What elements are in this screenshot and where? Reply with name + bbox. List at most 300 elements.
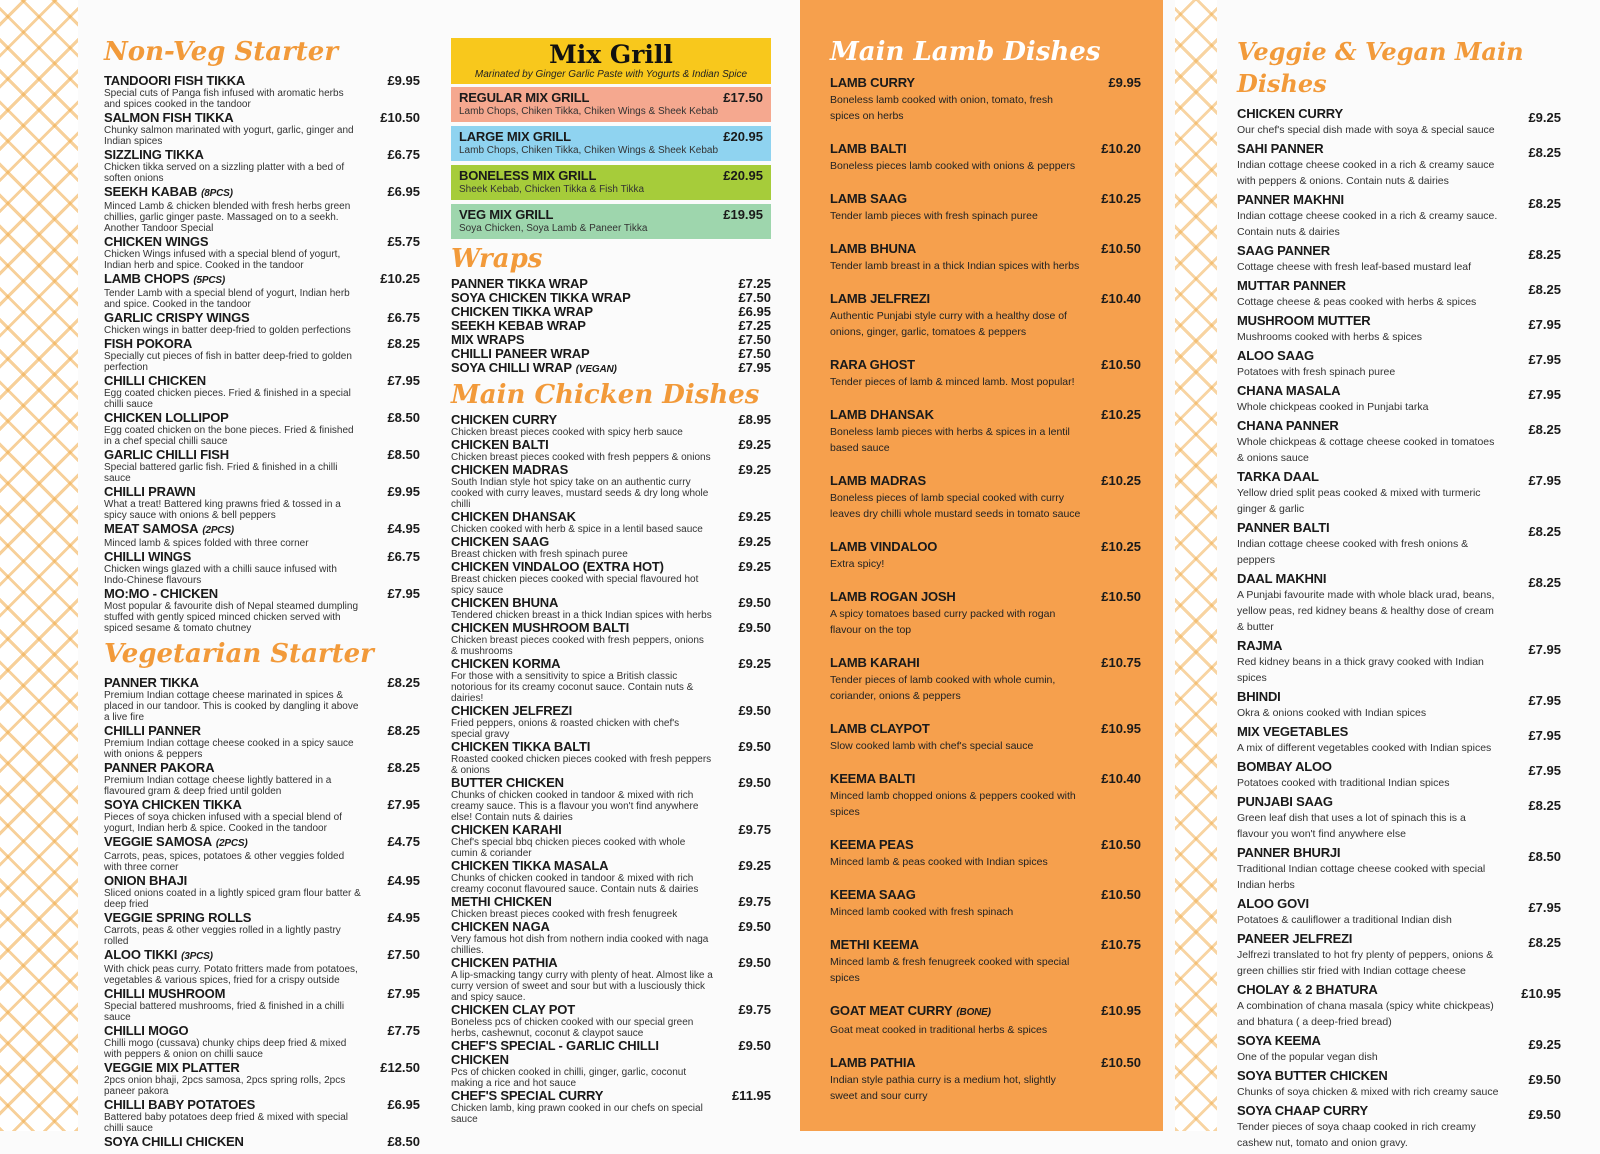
menu-item-description: Goat meat cooked in traditional herbs & spices (830, 1024, 1048, 1036)
menu-item-description: Chicken Wings infused with a special blend of yogurt, Indian herb and spice. Cooked in the tandoor (104, 249, 341, 271)
menu-item-price: £10.50 (1101, 1055, 1141, 1070)
menu-item-description: Tender Lamb with a special blend of yogurt, Indian herb and spice. Cooked in the tandoor (104, 288, 350, 310)
menu-item-name (104, 1024, 362, 1038)
menu-item-description: Tender lamb breast in a thick Indian spices with herbs (830, 260, 1080, 272)
menu-item-description: Yellow dried split peas cooked & mixed with turmeric ginger & garlic (1237, 487, 1481, 515)
menu-item-name (451, 291, 713, 305)
menu-item-name-text: METHI KEEMA (830, 937, 919, 952)
menu-item-name (830, 140, 1081, 157)
menu-item-name (104, 948, 362, 964)
menu-item-name-text: LAMB JELFREZI (830, 291, 930, 306)
menu-item-price: £4.95 (387, 521, 420, 536)
menu-item-price: £8.50 (1528, 849, 1561, 864)
column-main-lamb (800, 0, 1163, 1131)
menu-item (104, 798, 420, 834)
menu-item-name (104, 272, 362, 288)
menu-item (830, 588, 1141, 638)
menu-item-name (104, 835, 362, 851)
menu-item-name-text: CHICKEN TIKKA BALTI (451, 739, 591, 754)
menu-item-name (1237, 106, 1499, 122)
menu-item-name-text: CHICKEN VINDALOO (EXTRA HOT) (451, 559, 664, 574)
menu-item-description: Boneless pieces lamb cooked with onions & peppers (830, 160, 1076, 172)
menu-item (830, 290, 1141, 340)
menu-item-description: Chicken breast pieces cooked with spicy herb sauce (451, 427, 683, 438)
menu-item-name (104, 550, 362, 564)
menu-item-name-text: MUTTAR PANNER (1237, 278, 1346, 293)
menu-item-price: £7.95 (1528, 387, 1561, 402)
menu-item-description: Chicken tikka served on a sizzling platter with a bed of soften onions (104, 162, 345, 184)
menu-item-description: Chicken wings glazed with a chilli sauce infused with Indo-Chinese flavours (104, 564, 337, 586)
menu-item-description: Lamb Chops, Chiken Tikka, Chiken Wings & Sheek Kebab (459, 145, 719, 156)
menu-item-name-text: SOYA CHILLI WRAP (451, 360, 572, 375)
menu-item-description: Mushrooms cooked with herbs & spices (1237, 331, 1422, 343)
menu-item-description: What a treat! Battered king prawns fried & tossed in a spicy sauce with onions & bell peppers (104, 499, 341, 521)
menu-item-price: £9.75 (738, 1002, 771, 1017)
menu-item (830, 190, 1141, 224)
menu-item-name-text: SIZZLING TIKKA (104, 147, 204, 162)
main-chicken-list (451, 413, 771, 1125)
menu-item-tag: (5PCS) (193, 275, 225, 286)
menu-item-description: Cottage cheese & peas cooked with herbs & spices (1237, 296, 1477, 308)
menu-item-name-text: CHILLI PANNER (104, 723, 201, 738)
menu-item-price: £11.95 (731, 1088, 771, 1103)
menu-item-name-text: ALOO TIKKI (104, 947, 178, 962)
menu-item-name (451, 305, 713, 319)
menu-item-name (104, 874, 362, 888)
menu-item-name (830, 356, 1081, 373)
menu-item-price: £9.25 (738, 509, 771, 524)
menu-item-price: £8.95 (738, 412, 771, 427)
menu-item-name-text: BONELESS MIX GRILL (459, 168, 597, 183)
menu-item-name-text: SEEKH KEBAB WRAP (451, 318, 586, 333)
menu-item-price: £6.75 (387, 310, 420, 325)
menu-item-name-text: BUTTER CHICKEN (451, 775, 564, 790)
menu-item-name-text: SAHI PANNER (1237, 141, 1324, 156)
menu-item-name-text: PANNER MAKHNI (1237, 192, 1344, 207)
menu-item-name-text: CHICKEN LOLLIPOP (104, 410, 229, 425)
main-lamb-list (830, 74, 1141, 1104)
menu-item-name (1237, 383, 1499, 399)
menu-item (1237, 141, 1561, 189)
menu-item-description: Chicken breast pieces cooked with fresh peppers, onions & mushrooms (451, 635, 704, 657)
menu-item-name-text: DAAL MAKHNI (1237, 571, 1327, 586)
menu-item-name-text: SOYA CHICKEN TIKKA WRAP (451, 290, 631, 305)
menu-item-description: Boneless lamb pieces with herbs & spices in a lentil based sauce (830, 426, 1070, 454)
menu-item (451, 291, 771, 305)
menu-item-description: Minced lamb & fresh fenugreek cooked with special spices (830, 956, 1070, 984)
menu-item-name (104, 311, 362, 325)
menu-item-name (1237, 520, 1499, 536)
menu-item-description: A Punjabi favourite made with whole black urad, beans, yellow peas, red kidney beans & healthy dose of cream & butter (1237, 589, 1495, 633)
menu-item-price: £8.50 (387, 410, 420, 425)
menu-item-name-text: PANNER TIKKA WRAP (451, 276, 588, 291)
menu-item-name-text: LAMB KARAHI (830, 655, 920, 670)
menu-item-price: £10.50 (1101, 589, 1141, 604)
menu-item (451, 895, 771, 920)
menu-item-price: £6.75 (387, 549, 420, 564)
menu-item-price: £10.25 (1101, 407, 1141, 422)
menu-item (1237, 348, 1561, 380)
menu-item-description: Okra & onions cooked with Indian spices (1237, 707, 1427, 719)
menu-item-price: £7.50 (738, 290, 771, 305)
menu-item (1237, 192, 1561, 240)
menu-item-price: £7.95 (387, 986, 420, 1001)
menu-item (1237, 638, 1561, 686)
menu-item-name (451, 560, 713, 574)
menu-item-description: Chicken lamb, king prawn cooked in our chefs on special sauce (451, 1103, 703, 1125)
menu-item-name-text: LAMB BALTI (830, 141, 907, 156)
menu-item-price: £10.40 (1101, 771, 1141, 786)
menu-item-name (451, 438, 713, 452)
menu-item-name-text: LARGE MIX GRILL (459, 129, 571, 144)
menu-item-description: Green leaf dish that uses a lot of spinach this is a flavour you won't find anywhere else (1237, 812, 1466, 840)
menu-item-description: Whole chickpeas cooked in Punjabi tarka (1237, 401, 1429, 413)
menu-item (1237, 724, 1561, 756)
menu-item (830, 356, 1141, 390)
menu-item (1237, 243, 1561, 275)
menu-item-price: £7.25 (738, 276, 771, 291)
menu-item-name-text: CHANA MASALA (1237, 383, 1341, 398)
menu-item-description: Minced lamb & spices folded with three corner (104, 538, 309, 549)
menu-item-description: Chicken breast pieces cooked with fresh fenugreek (451, 909, 678, 920)
menu-item-price: £8.25 (1528, 247, 1561, 262)
menu-item-name (104, 761, 362, 775)
menu-item-name (451, 895, 713, 909)
menu-item-description: Tender pieces of lamb cooked with whole cumin, coriander, onions & peppers (830, 674, 1056, 702)
menu-item-name-text: CHILLI MUSHROOM (104, 986, 226, 1001)
menu-item (104, 311, 420, 336)
menu-item-description: Our chef's special dish made with soya & special sauce (1237, 124, 1495, 136)
menu-item-name (830, 406, 1081, 423)
menu-item-description: A mix of different vegetables cooked with Indian spices (1237, 742, 1492, 754)
menu-item-description: Potatoes & cauliflower a traditional Indian dish (1237, 914, 1452, 926)
menu-item-description: A lip-smacking tangy curry with plenty of heat. Almost like a curry version of sweet and sour but with a lusciously thick and spicy sauce. (451, 970, 713, 1003)
menu-item-name (459, 207, 765, 223)
menu-item-description: Chef's special bbq chicken pieces cooked with whole cumin & coriander (451, 837, 686, 859)
menu-item-name-text: CHILLI PRAWN (104, 484, 196, 499)
menu-item-price: £20.95 (723, 129, 763, 144)
menu-item-description: Fried peppers, onions & roasted chicken with chef's special gravy (451, 718, 680, 740)
menu-item-price: £9.25 (738, 656, 771, 671)
menu-item-description: Indian cottage cheese cooked in a rich & creamy sauce with peppers & onions. Contain nuts & dairies (1237, 159, 1495, 187)
menu-item (830, 472, 1141, 522)
menu-item-description: Special cuts of Panga fish infused with aromatic herbs and spices cooked in the tandoor (104, 88, 344, 110)
menu-item-name (1237, 469, 1499, 485)
menu-item-name (830, 836, 1081, 853)
menu-item-name (1237, 931, 1499, 947)
menu-item-name-text: VEG MIX GRILL (459, 207, 554, 222)
menu-item-description: Minced lamb chopped onions & peppers cooked with spices (830, 790, 1076, 818)
menu-item (830, 836, 1141, 870)
menu-item-name (451, 413, 713, 427)
menu-item-price: £10.50 (1101, 837, 1141, 852)
menu-item-description: Roasted cooked chicken pieces cooked with fresh peppers & onions (451, 754, 712, 776)
menu-item-name-text: KEEMA BALTI (830, 771, 916, 786)
menu-item-description: Traditional Indian cottage cheese cooked with special Indian herbs (1237, 863, 1486, 891)
menu-item-description: Potatoes cooked with traditional Indian spices (1237, 777, 1450, 789)
menu-item-name (830, 538, 1081, 555)
menu-item-price: £8.25 (1528, 422, 1561, 437)
menu-item-name (104, 676, 362, 690)
menu-item-price: £4.95 (387, 910, 420, 925)
menu-item-name-text: ALOO SAAG (1237, 348, 1314, 363)
section-title-non-veg-starter: Non-Veg Starter (104, 37, 339, 67)
menu-item-price: £9.50 (738, 955, 771, 970)
menu-item-price: £9.95 (387, 484, 420, 499)
menu-item-description: Chicken wings in batter deep-fried to golden perfections (104, 325, 351, 336)
menu-item-name (104, 1135, 362, 1149)
menu-item-name-text: BOMBAY ALOO (1237, 759, 1332, 774)
menu-item-description: Indian cottage cheese cooked with fresh onions & peppers (1237, 538, 1469, 566)
menu-item (451, 596, 771, 621)
menu-item-name (1237, 896, 1499, 912)
menu-item (451, 361, 771, 377)
menu-item-name-text: MO:MO - CHICKEN (104, 586, 218, 601)
menu-item-name-text: MIX WRAPS (451, 332, 525, 347)
menu-item-tag: (3PCS) (181, 951, 213, 962)
menu-item-name-text: PUNJABI SAAG (1237, 794, 1333, 809)
menu-item-name-text: RARA GHOST (830, 357, 915, 372)
menu-item-name-text: KEEMA SAAG (830, 887, 916, 902)
menu-item-name-text: FISH POKORA (104, 336, 193, 351)
menu-item-name-text: PANNER PAKORA (104, 760, 215, 775)
menu-item-price: £7.95 (1528, 728, 1561, 743)
menu-item-name (1237, 192, 1499, 208)
menu-item (104, 761, 420, 797)
section-title-mix-grill: Mix Grill (549, 40, 673, 69)
menu-item (104, 587, 420, 634)
menu-item-description: Pcs of chicken cooked in chilli, ginger, garlic, coconut making a rice and hot sauce (451, 1067, 687, 1089)
menu-item-name-text: KEEMA PEAS (830, 837, 914, 852)
menu-item-price: £10.20 (1101, 141, 1141, 156)
menu-item-name-text: CHICKEN DHANSAK (451, 509, 576, 524)
menu-item-tag: (2PCS) (215, 838, 248, 849)
menu-item (104, 411, 420, 447)
menu-item (1237, 845, 1561, 893)
menu-item (1237, 689, 1561, 721)
menu-item-description: Chilli mogo (cussava) chunky chips deep fried & mixed with peppers & onion on chilli sauce (104, 1038, 347, 1060)
menu-item (104, 987, 420, 1023)
menu-item-name-text: MEAT SAMOSA (104, 521, 199, 536)
menu-item-name (104, 374, 362, 388)
menu-item-name-text: CHILLI WINGS (104, 549, 192, 564)
menu-item-price: £7.25 (738, 318, 771, 333)
menu-item-price: £9.75 (738, 894, 771, 909)
menu-item-tag: (BONE) (956, 1007, 991, 1018)
menu-item (830, 140, 1141, 174)
menu-item-description: Tendered chicken breast in a thick Indian spices with herbs (451, 610, 712, 621)
menu-item-price: £7.95 (1528, 900, 1561, 915)
menu-item-name-text: VEGGIE MIX PLATTER (104, 1060, 240, 1075)
menu-item-price: £10.50 (380, 110, 420, 125)
menu-item-name (104, 111, 362, 125)
column-grill-wraps-chicken (451, 38, 771, 1125)
menu-item (451, 126, 771, 161)
menu-item (1237, 931, 1561, 979)
menu-item-name-text: CHILLI PANEER WRAP (451, 346, 590, 361)
menu-item-description: Premium Indian cottage cheese cooked in a spicy sauce with onions & peppers (104, 738, 354, 760)
menu-item-price: £8.25 (1528, 524, 1561, 539)
menu-item-name-text: SOYA CHAAP CURRY (1237, 1103, 1368, 1118)
menu-item-name-text: VEGGIE SPRING ROLLS (104, 910, 252, 925)
menu-item (104, 74, 420, 110)
menu-item-name-text: CHICKEN NAGA (451, 919, 550, 934)
menu-item-description: Carrots, peas & other veggies rolled in a lightly pastry rolled (104, 925, 341, 947)
menu-item-price: £9.95 (1108, 75, 1141, 90)
menu-item-description: Slow cooked lamb with chef's special sauce (830, 740, 1034, 752)
menu-item-price: £9.50 (738, 739, 771, 754)
menu-item-name (104, 485, 362, 499)
menu-item-name (1237, 313, 1499, 329)
menu-item-price: £9.50 (1528, 1107, 1561, 1122)
menu-item (451, 165, 771, 200)
menu-item-name (104, 798, 362, 812)
menu-item-description: Tender pieces of lamb & minced lamb. Most popular! (830, 376, 1075, 388)
menu-item-description: Breast chicken with fresh spinach puree (451, 549, 628, 560)
mix-grill-list (451, 87, 771, 239)
menu-item-name (451, 776, 713, 790)
menu-item-name (1237, 348, 1499, 364)
menu-item-name (830, 770, 1081, 787)
menu-item-description: Premium Indian cottage cheese lightly battered in a flavoured gram & deep fried until golden (104, 775, 332, 797)
menu-item-description: Battered baby potatoes deep fried & mixed with special chilli sauce (104, 1112, 349, 1134)
menu-item (830, 936, 1141, 986)
menu-item-name (830, 720, 1081, 737)
menu-item-name-text: LAMB BHUNA (830, 241, 917, 256)
menu-item-price: £10.95 (1101, 1003, 1141, 1018)
menu-item-description: Boneless pcs of chicken cooked with our special green herbs, cashewnut, coconut & claypot sauce (451, 1017, 694, 1039)
menu-item-price: £6.95 (738, 304, 771, 319)
menu-item-name-text: CHOLAY & 2 BHATURA (1237, 982, 1378, 997)
menu-item (104, 185, 420, 234)
menu-item-price: £10.25 (1101, 191, 1141, 206)
menu-item-price: £8.25 (1528, 935, 1561, 950)
menu-item-price: £10.25 (380, 271, 420, 286)
menu-item-description: Soya Chicken, Soya Lamb & Paneer Tikka (459, 223, 648, 234)
menu-item-name (451, 333, 713, 347)
section-title-wraps: Wraps (451, 244, 543, 274)
menu-item-name (1237, 1033, 1499, 1049)
menu-item-description: Red kidney beans in a thick gravy cooked with Indian spices (1237, 656, 1484, 684)
menu-item-name-text: CHICKEN TIKKA MASALA (451, 858, 609, 873)
menu-item-name (104, 235, 362, 249)
menu-item-price: £10.50 (1101, 887, 1141, 902)
menu-item-name-text: CHICKEN MADRAS (451, 462, 569, 477)
menu-item-name (1237, 638, 1499, 654)
menu-item-name-text: CHICKEN CURRY (1237, 106, 1343, 121)
menu-item-description: Chunky salmon marinated with yogurt, garlic, ginger and Indian spices (104, 125, 354, 147)
menu-item-price: £9.25 (738, 534, 771, 549)
menu-item-name-text: LAMB PATHIA (830, 1055, 916, 1070)
menu-item (451, 621, 771, 657)
menu-item-description: Special battered garlic fish. Fried & finished in a chilli sauce (104, 462, 338, 484)
menu-item-name (451, 596, 713, 610)
menu-item-name-text: BHINDI (1237, 689, 1281, 704)
menu-item-name-text: CHANA PANNER (1237, 418, 1339, 433)
menu-item-name (1237, 845, 1499, 861)
menu-item-price: £4.75 (387, 834, 420, 849)
menu-item-price: £7.95 (1528, 473, 1561, 488)
menu-item-name (459, 129, 765, 145)
menu-item-price: £10.25 (1101, 539, 1141, 554)
menu-item (104, 235, 420, 271)
menu-item (104, 911, 420, 947)
menu-item-name-text: SOYA CHICKEN TIKKA (104, 797, 242, 812)
menu-item-name (1237, 689, 1499, 705)
menu-item-name (451, 920, 713, 934)
menu-item-name-text: LAMB CURRY (830, 75, 915, 90)
menu-item (1237, 794, 1561, 842)
menu-item-description: South Indian style hot spicy take on an authentic curry cooked with curry leaves, mustard seeds & dry long whole chilli (451, 477, 709, 510)
menu-item-name-text: SOYA KEEMA (1237, 1033, 1321, 1048)
menu-item-name (1237, 141, 1499, 157)
menu-item-price: £7.50 (738, 332, 771, 347)
menu-item-price: £7.95 (1528, 642, 1561, 657)
menu-item-price: £8.25 (1528, 575, 1561, 590)
menu-item-price: £9.75 (738, 822, 771, 837)
menu-item-name (104, 337, 362, 351)
non-veg-starter-list (104, 74, 420, 634)
menu-item-name (104, 587, 362, 601)
menu-item-description: Whole chickpeas & cottage cheese cooked in tomatoes & onions sauce (1237, 436, 1495, 464)
menu-item (451, 87, 771, 122)
menu-item-name (451, 1003, 713, 1017)
menu-item-price: £7.95 (1528, 693, 1561, 708)
menu-item-price: £19.95 (723, 207, 763, 222)
menu-item-description: Jelfrezi translated to hot fry plenty of peppers, onions & green chillies stir fried with Indian cottage cheese (1237, 949, 1494, 977)
menu-item (451, 333, 771, 347)
menu-item-price: £7.95 (738, 360, 771, 375)
menu-item-price: £4.95 (387, 873, 420, 888)
menu-item-name-text: TANDOORI FISH TIKKA (104, 73, 246, 88)
menu-item-name-text: GARLIC CHILLI FISH (104, 447, 229, 462)
menu-item-name (1237, 278, 1499, 294)
menu-item-name-text: REGULAR MIX GRILL (459, 90, 590, 105)
menu-item-description: Tender lamb pieces with fresh spinach puree (830, 210, 1038, 222)
menu-item-description: Indian style pathia curry is a medium hot, slightly sweet and sour curry (830, 1074, 1056, 1102)
menu-item-name-text: SOYA BUTTER CHICKEN (1237, 1068, 1388, 1083)
menu-item-name-text: CHICKEN JELFREZI (451, 703, 573, 718)
menu-item-name (104, 1061, 362, 1075)
menu-item-name-text: LAMB DHANSAK (830, 407, 934, 422)
menu-item (830, 770, 1141, 820)
menu-item (1237, 1103, 1561, 1151)
menu-item-price: £9.25 (1528, 1037, 1561, 1052)
menu-item-name-text: CHEF'S SPECIAL CURRY (451, 1088, 604, 1103)
menu-item-name-text: LAMB CLAYPOT (830, 721, 930, 736)
menu-item-name-text: ONION BHAJI (104, 873, 188, 888)
menu-item-name (104, 911, 362, 925)
menu-item (1237, 313, 1561, 345)
menu-item-name-text: METHI CHICKEN (451, 894, 552, 909)
menu-item-name-text: LAMB CHOPS (104, 271, 190, 286)
menu-item-price: £5.75 (387, 234, 420, 249)
menu-item-name (451, 361, 713, 377)
menu-item-description: Minced lamb & peas cooked with Indian spices (830, 856, 1048, 868)
menu-item-price: £9.50 (738, 775, 771, 790)
menu-item (451, 1039, 771, 1089)
menu-item-price: £10.75 (1101, 655, 1141, 670)
menu-item-price: £7.95 (1528, 763, 1561, 778)
menu-item-price: £8.50 (387, 1134, 420, 1149)
menu-item-description: Breast chicken pieces cooked with special flavoured hot spicy sauce (451, 574, 699, 596)
menu-item-tag: (8PCS) (201, 188, 233, 199)
menu-item-description: Most popular & favourite dish of Nepal steamed dumpling stuffed with gently spiced minced chicken served with spiced sesame & tomato chutney (104, 601, 359, 634)
menu-item (104, 948, 420, 986)
menu-item-description: A combination of chana masala (spicy white chickpeas) and bhatura ( a deep-fried bread) (1237, 1000, 1494, 1028)
menu-item-description: With chick peas curry. Potato fritters made from potatoes, vegetables & various spices, fried for a crispy outside (104, 964, 358, 986)
menu-item (451, 560, 771, 596)
